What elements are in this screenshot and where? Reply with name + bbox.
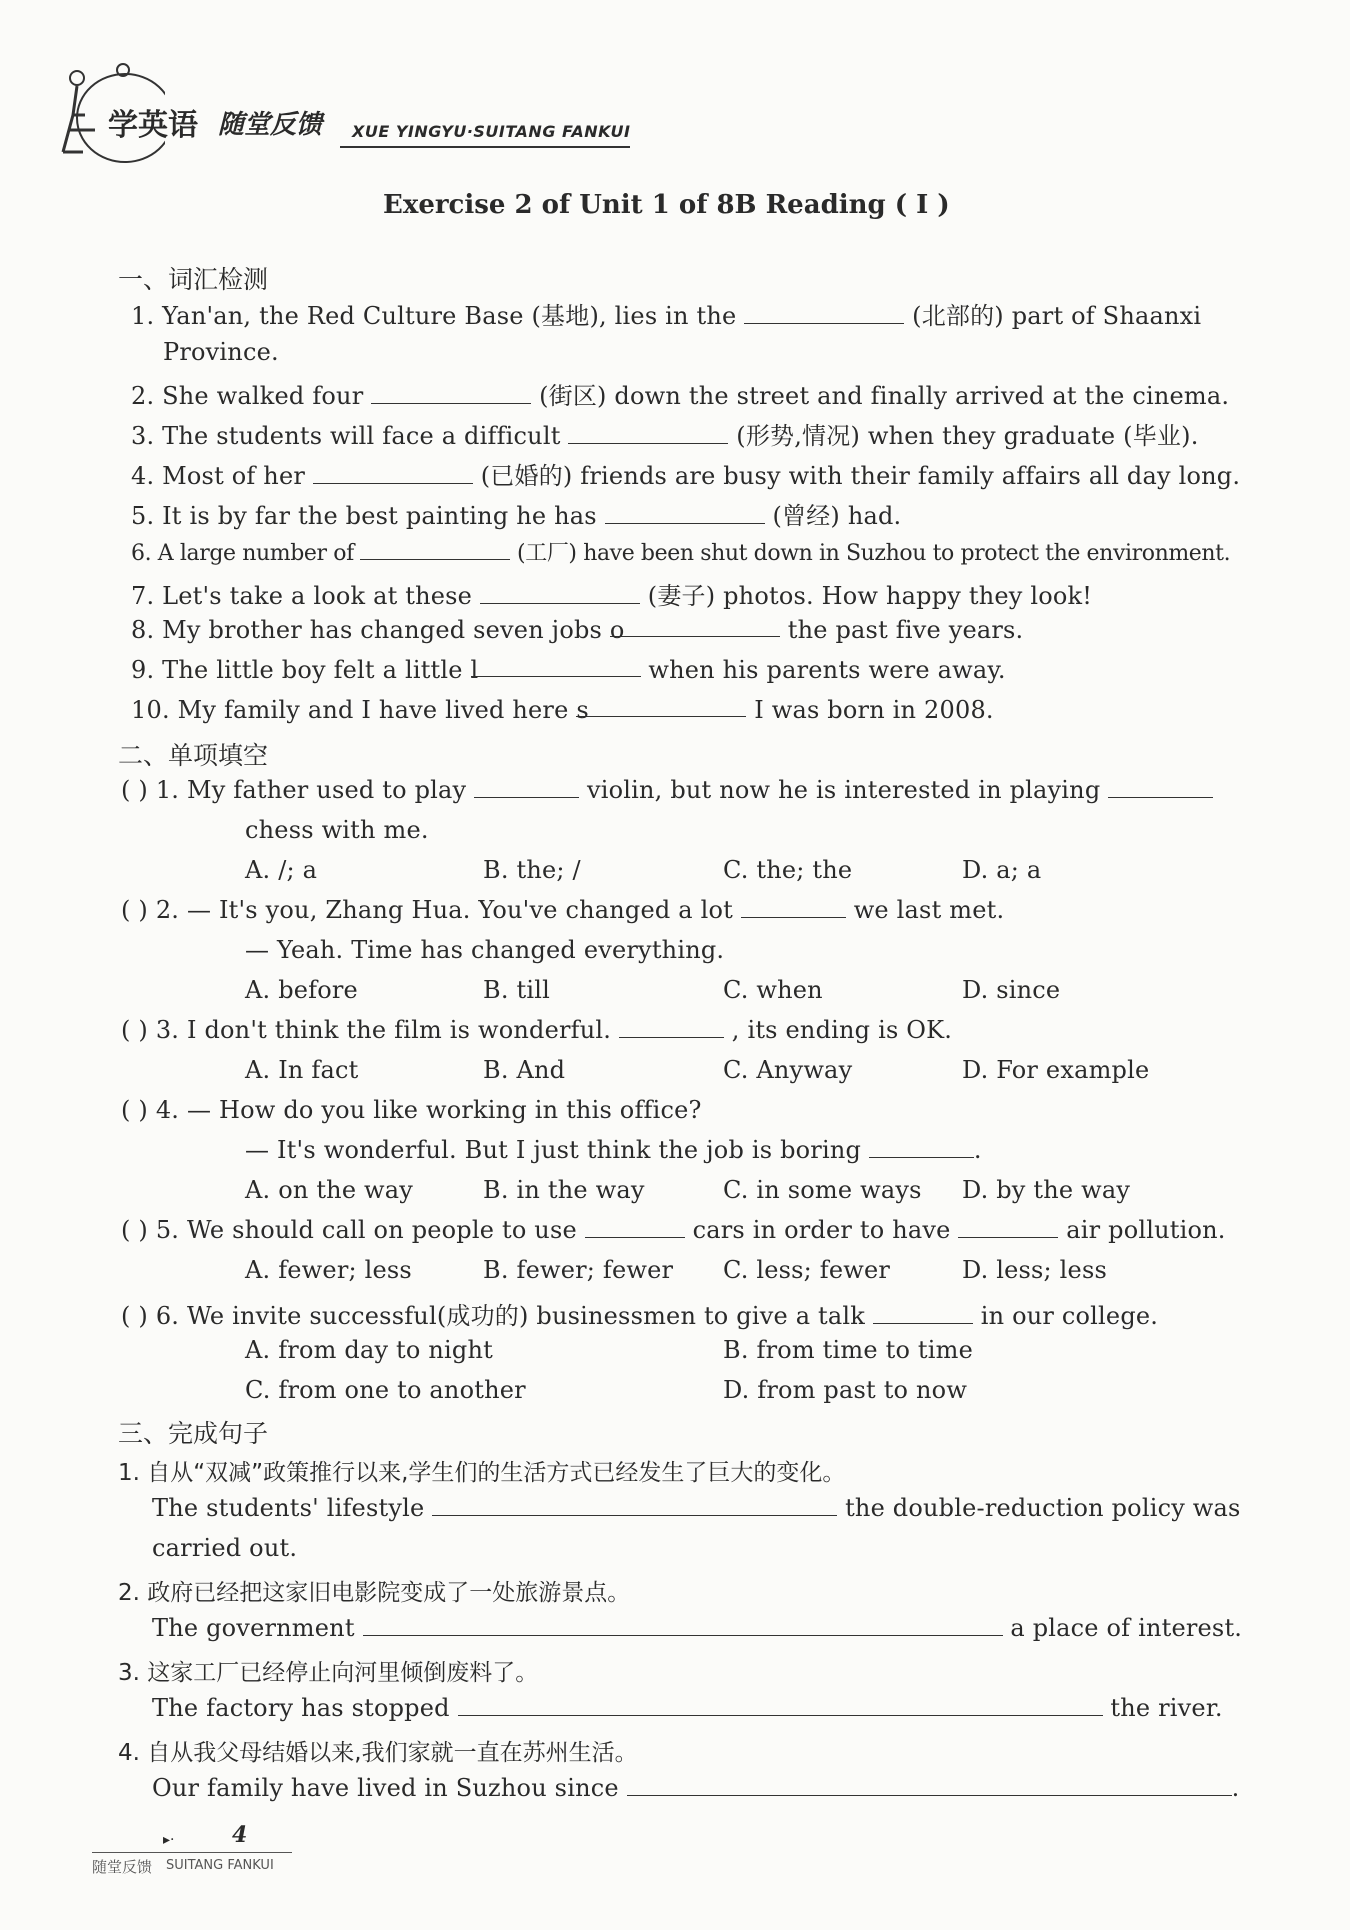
vocab-item-text: 1. Yan'an, the Red Culture Base (基地), lies in the xyxy=(131,302,737,330)
section-2-heading: 二、单项填空 xyxy=(118,741,269,770)
answer-blank[interactable] xyxy=(576,696,746,724)
option-a[interactable]: A. on the way xyxy=(245,1176,414,1204)
vocab-item-text: 2. She walked four xyxy=(131,382,364,410)
translate-item-1-cn: 1. 自从“双减”政策推行以来,学生们的生活方式已经发生了巨大的变化。 xyxy=(118,1460,846,1486)
sentence-text: the double-reduction policy was xyxy=(845,1494,1241,1522)
question-text-cont xyxy=(245,1136,982,1164)
option-c[interactable]: C. in some ways xyxy=(723,1176,922,1204)
vocab-item-hint: (北部的) part of Shaanxi xyxy=(912,302,1202,330)
sentence-text: The factory has stopped xyxy=(152,1694,450,1722)
option-c[interactable]: C. from one to another xyxy=(245,1376,526,1404)
answer-paren[interactable]: ( ) xyxy=(121,1216,148,1244)
translate-item-3-cn: 3. 这家工厂已经停止向河里倾倒废料了。 xyxy=(118,1660,539,1686)
answer-blank[interactable] xyxy=(744,303,904,324)
vocab-item-2 xyxy=(131,376,1229,411)
section-3-heading: 三、完成句子 xyxy=(118,1419,269,1448)
vocab-item-hint: (形势,情况) when they graduate (毕业). xyxy=(736,422,1199,450)
vocab-item-text: 8. My brother has changed seven jobs xyxy=(131,616,603,644)
translate-item-4-cn: 4. 自从我父母结婚以来,我们家就一直在苏州生活。 xyxy=(118,1740,638,1766)
sentence-text-cont: carried out. xyxy=(152,1534,298,1562)
question-text: 3. I don't think the film is wonderful. xyxy=(155,1016,612,1044)
answer-blank[interactable] xyxy=(458,1695,1103,1716)
answer-blank[interactable] xyxy=(605,503,765,524)
answer-blank[interactable] xyxy=(873,1303,973,1324)
page-title: Exercise 2 of Unit 1 of 8B Reading ( Ⅰ ) xyxy=(383,190,950,220)
vocab-item-text: 3. The students will face a difficult xyxy=(131,422,561,450)
answer-blank[interactable] xyxy=(313,463,473,484)
footer-cn: 随堂反馈 xyxy=(92,1858,153,1876)
section-1-heading: 一、词汇检测 xyxy=(118,265,269,294)
vocab-item-9 xyxy=(131,656,1006,684)
answer-blank[interactable] xyxy=(869,1137,974,1158)
option-b[interactable]: B. till xyxy=(483,976,550,1004)
option-a[interactable]: A. In fact xyxy=(245,1056,359,1084)
question-text: , its ending is OK. xyxy=(731,1016,953,1044)
answer-blank[interactable] xyxy=(568,423,728,444)
vocab-item-3 xyxy=(131,416,1199,451)
option-d[interactable]: D. For example xyxy=(962,1056,1150,1084)
mc-q5 xyxy=(121,1216,1226,1244)
vocab-item-7 xyxy=(131,576,1092,611)
question-text: 4. — How do you like working in this office? xyxy=(155,1096,702,1124)
question-text: 2. — It's you, Zhang Hua. You've changed a lot xyxy=(155,896,733,924)
mc-q6 xyxy=(121,1296,1158,1331)
vocab-item-text: 5. It is by far the best painting he has xyxy=(131,502,597,530)
vocab-item-4 xyxy=(131,456,1240,491)
option-b[interactable]: B. the; / xyxy=(483,856,581,884)
sentence-text: The government xyxy=(152,1614,355,1642)
answer-blank[interactable] xyxy=(432,1495,837,1516)
question-text-cont: — Yeah. Time has changed everything. xyxy=(245,936,725,964)
question-text: in our college. xyxy=(980,1302,1159,1330)
vocab-item-hint: the past five years. xyxy=(787,616,1024,644)
vocab-item-5 xyxy=(131,496,901,531)
option-a[interactable]: A. from day to night xyxy=(245,1336,493,1364)
option-d[interactable]: D. a; a xyxy=(962,856,1042,884)
vocab-item-10 xyxy=(131,696,994,724)
question-text-cont: chess with me. xyxy=(245,816,429,844)
option-d[interactable]: D. less; less xyxy=(962,1256,1107,1284)
question-text: 6. We invite successful(成功的) businessmen to give a talk xyxy=(155,1302,866,1330)
mc-q1 xyxy=(121,776,1213,804)
blank-prefix: o xyxy=(609,616,625,644)
answer-paren[interactable]: ( ) xyxy=(121,896,148,924)
mc-q3 xyxy=(121,1016,952,1044)
answer-blank[interactable] xyxy=(474,777,579,798)
answer-paren[interactable]: ( ) xyxy=(121,1302,148,1330)
option-a[interactable]: A. fewer; less xyxy=(245,1256,412,1284)
option-b[interactable]: B. fewer; fewer xyxy=(483,1256,674,1284)
footer-en: SUITANG FANKUI xyxy=(166,1858,274,1873)
option-d[interactable]: D. by the way xyxy=(962,1176,1131,1204)
footer-line xyxy=(92,1852,292,1853)
option-b[interactable]: B. from time to time xyxy=(723,1336,973,1364)
option-a[interactable]: A. before xyxy=(245,976,358,1004)
vocab-item-hint: (已婚的) friends are busy with their family affairs all day long. xyxy=(480,462,1241,490)
sentence-text: the river. xyxy=(1110,1694,1223,1722)
vocab-item-text: 6. A large number of xyxy=(131,541,354,566)
answer-blank[interactable] xyxy=(741,897,846,918)
option-c[interactable]: C. the; the xyxy=(723,856,853,884)
logo-underline xyxy=(340,146,630,148)
question-text: violin, but now he is interested in playing xyxy=(586,776,1101,804)
translate-item-2-cn: 2. 政府已经把这家旧电影院变成了一处旅游景点。 xyxy=(118,1580,631,1606)
question-period: . xyxy=(973,1136,982,1164)
vocab-item-1 xyxy=(131,296,1201,331)
sentence-text: a place of interest. xyxy=(1010,1614,1243,1642)
vocab-item-text: 7. Let's take a look at these xyxy=(131,582,473,610)
option-a[interactable]: A. /; a xyxy=(245,856,318,884)
vocab-item-8 xyxy=(131,616,1023,644)
answer-blank[interactable] xyxy=(480,583,640,604)
option-c[interactable]: C. when xyxy=(723,976,823,1004)
vocab-item-6 xyxy=(131,536,1230,567)
vocab-item-1-cont: Province. xyxy=(163,338,279,366)
translate-item-1 xyxy=(152,1494,1241,1522)
sentence-period: . xyxy=(1231,1774,1240,1802)
answer-blank[interactable] xyxy=(585,1217,685,1238)
option-c[interactable]: C. Anyway xyxy=(723,1056,853,1084)
vocab-item-text: 9. The little boy felt a little xyxy=(131,656,463,684)
option-c[interactable]: C. less; fewer xyxy=(723,1256,891,1284)
translate-item-2 xyxy=(152,1614,1242,1642)
logo-cn-2: 随堂反馈 xyxy=(218,110,323,140)
answer-blank[interactable] xyxy=(360,539,510,560)
question-text: 5. We should call on people to use xyxy=(155,1216,577,1244)
vocab-item-hint: (街区) down the street and finally arrived at the cinema. xyxy=(539,382,1230,410)
answer-blank[interactable] xyxy=(627,1775,1232,1796)
page-number: 4 xyxy=(232,1822,248,1848)
answer-blank[interactable] xyxy=(958,1217,1058,1238)
answer-blank[interactable] xyxy=(1108,777,1213,798)
question-text: — It's wonderful. But I just think the job is boring xyxy=(245,1136,862,1164)
answer-blank[interactable] xyxy=(363,1615,1003,1636)
vocab-item-hint: (曾经) had. xyxy=(772,502,902,530)
answer-blank[interactable] xyxy=(371,383,531,404)
arrow-icon: ▸· xyxy=(163,1832,175,1848)
answer-paren[interactable]: ( ) xyxy=(121,1096,148,1124)
translate-item-3 xyxy=(152,1694,1223,1722)
option-b[interactable]: B. And xyxy=(483,1056,566,1084)
question-text: 1. My father used to play xyxy=(155,776,467,804)
vocab-item-hint: when his parents were away. xyxy=(648,656,1006,684)
question-text: we last met. xyxy=(853,896,1005,924)
translate-item-4 xyxy=(152,1774,1239,1802)
logo-cn-1: 学英语 xyxy=(108,108,198,143)
option-b[interactable]: B. in the way xyxy=(483,1176,645,1204)
answer-blank[interactable] xyxy=(470,656,641,684)
vocab-item-hint: (工厂) have been shut down in Suzhou to protect the environment. xyxy=(517,541,1231,566)
answer-paren[interactable]: ( ) xyxy=(121,776,148,804)
answer-blank[interactable] xyxy=(619,1017,724,1038)
mc-q4 xyxy=(121,1096,702,1124)
vocab-item-hint: (妻子) photos. How happy they look! xyxy=(647,582,1093,610)
mc-q2 xyxy=(121,896,1004,924)
answer-paren[interactable]: ( ) xyxy=(121,1016,148,1044)
sentence-text: Our family have lived in Suzhou since xyxy=(152,1774,619,1802)
answer-blank[interactable] xyxy=(609,616,780,644)
option-d[interactable]: D. since xyxy=(962,976,1061,1004)
vocab-item-text: 10. My family and I have lived here xyxy=(131,696,569,724)
logo-en: XUE YINGYU·SUITANG FANKUI xyxy=(352,122,631,141)
vocab-item-text: 4. Most of her xyxy=(131,462,306,490)
option-d[interactable]: D. from past to now xyxy=(723,1376,968,1404)
blank-prefix: s xyxy=(576,696,589,724)
vocab-item-hint: I was born in 2008. xyxy=(754,696,994,724)
question-text: cars in order to have xyxy=(692,1216,951,1244)
sentence-text: The students' lifestyle xyxy=(152,1494,425,1522)
blank-prefix: l xyxy=(470,656,479,684)
question-text: air pollution. xyxy=(1066,1216,1226,1244)
